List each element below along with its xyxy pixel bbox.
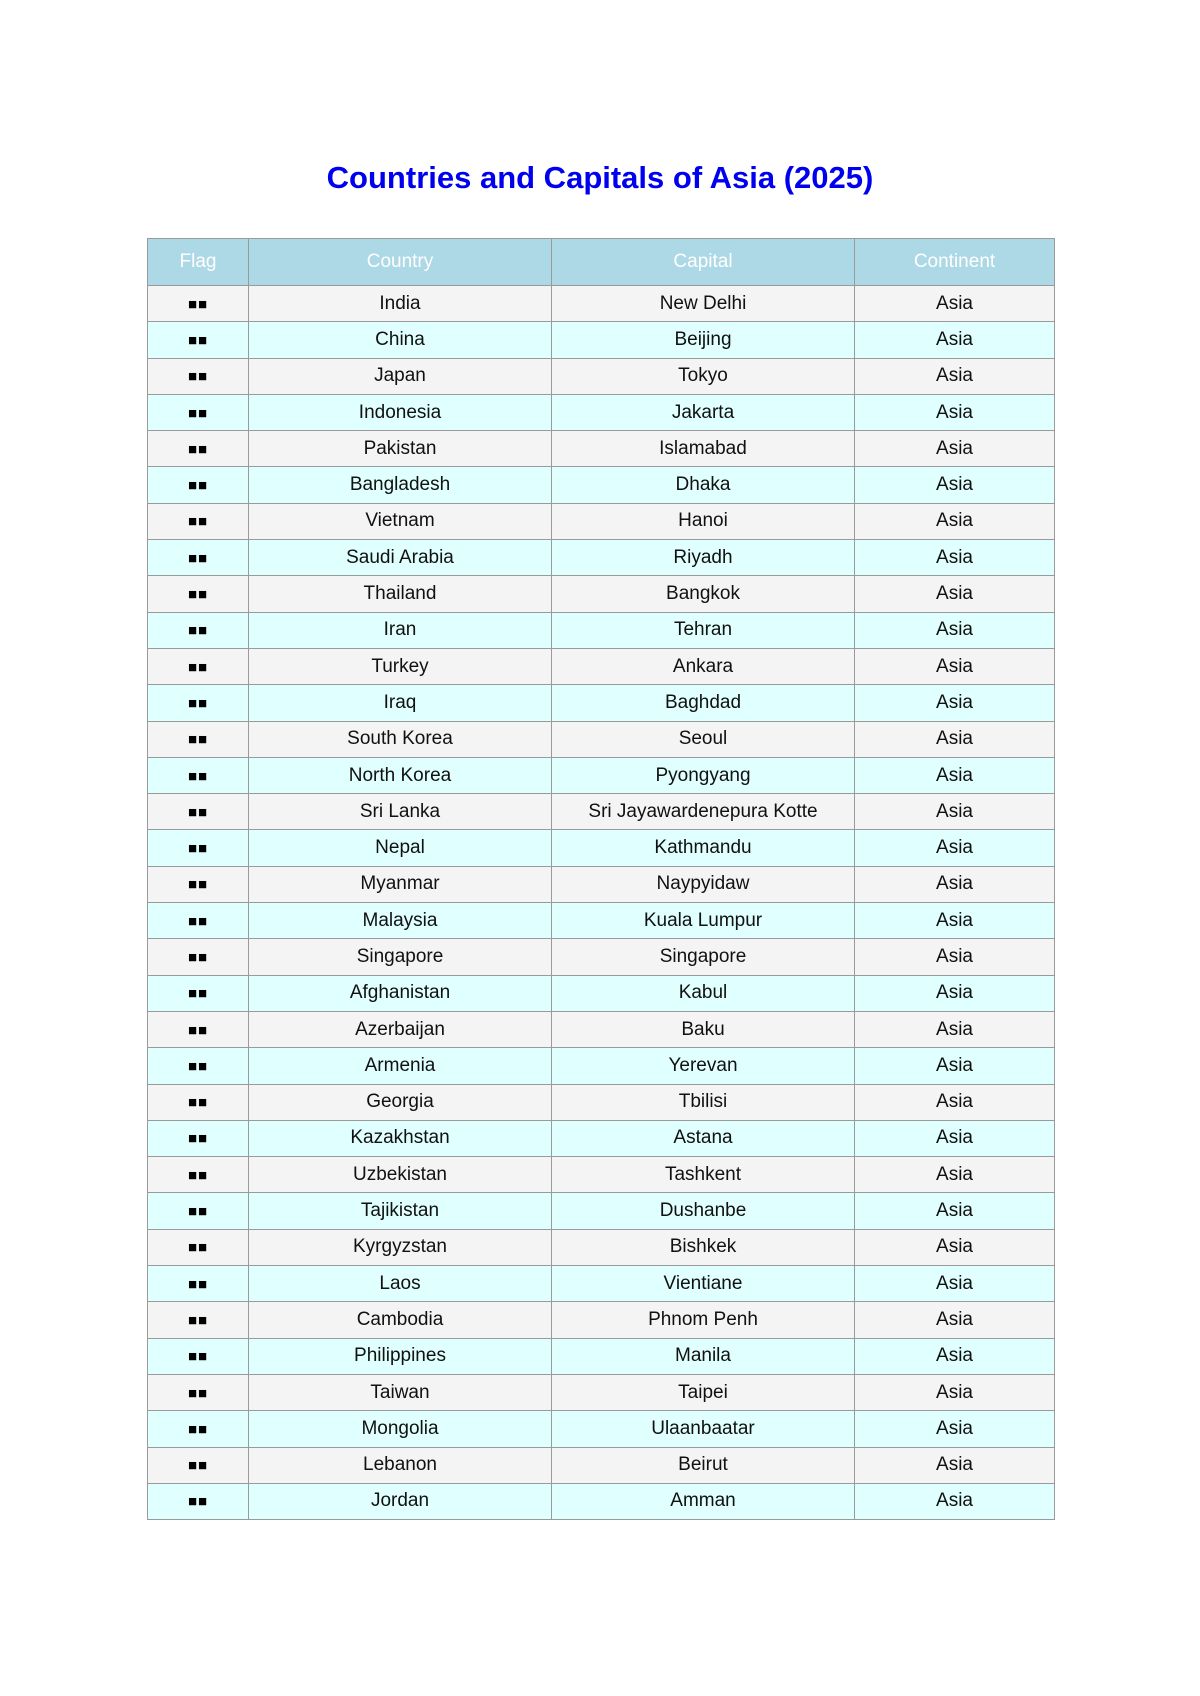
country-cell: Iran [249,612,552,648]
table-row [148,394,1055,430]
flag-icon: ■■ [187,1203,209,1221]
continent-cell: Asia [855,1374,1055,1410]
flag-cell [148,648,249,684]
flag-icon: ■■ [187,1457,209,1475]
table-row [148,975,1055,1011]
continent-cell: Asia [855,1266,1055,1302]
country-cell: Nepal [249,830,552,866]
flag-icon: ■■ [187,803,209,821]
table-row [148,1447,1055,1483]
capital-cell: Kabul [552,975,855,1011]
flag-icon: ■■ [187,1021,209,1039]
capital-cell: Ulaanbaatar [552,1411,855,1447]
continent-cell: Asia [855,286,1055,322]
capital-cell: Tokyo [552,358,855,394]
flag-cell [148,794,249,830]
flag-icon: ■■ [187,586,209,604]
table-row [148,322,1055,358]
table-row [148,1266,1055,1302]
country-cell: Philippines [249,1338,552,1374]
continent-cell: Asia [855,648,1055,684]
flag-cell [148,1447,249,1483]
flag-cell [148,358,249,394]
country-cell: Taiwan [249,1374,552,1410]
table-row [148,721,1055,757]
flag-icon: ■■ [187,1239,209,1257]
country-cell: India [249,286,552,322]
continent-cell: Asia [855,939,1055,975]
flag-cell [148,975,249,1011]
country-cell: Iraq [249,685,552,721]
flag-cell [148,540,249,576]
capital-cell: Bishkek [552,1229,855,1265]
continent-cell: Asia [855,358,1055,394]
header-flag: Flag [148,239,249,286]
header-country: Country [249,239,552,286]
country-cell: Turkey [249,648,552,684]
capital-cell: Manila [552,1338,855,1374]
countries-table [147,238,1055,1520]
flag-cell [148,685,249,721]
flag-cell [148,1120,249,1156]
continent-cell: Asia [855,1447,1055,1483]
table-row [148,1048,1055,1084]
country-cell: Lebanon [249,1447,552,1483]
flag-cell [148,322,249,358]
table-row [148,903,1055,939]
flag-cell [148,1157,249,1193]
continent-cell: Asia [855,467,1055,503]
header-continent: Continent [855,239,1055,286]
capital-cell: Hanoi [552,503,855,539]
capital-cell: Dushanbe [552,1193,855,1229]
table-row [148,1374,1055,1410]
table-row [148,939,1055,975]
country-cell: Japan [249,358,552,394]
flag-cell [148,1411,249,1447]
continent-cell: Asia [855,1157,1055,1193]
flag-icon: ■■ [187,948,209,966]
continent-cell: Asia [855,540,1055,576]
flag-cell [148,830,249,866]
page-title: Countries and Capitals of Asia (2025) [326,160,874,195]
flag-icon: ■■ [187,331,209,349]
continent-cell: Asia [855,830,1055,866]
flag-icon: ■■ [187,985,209,1003]
capital-cell: Dhaka [552,467,855,503]
table-row [148,1084,1055,1120]
continent-cell: Asia [855,503,1055,539]
flag-cell [148,903,249,939]
continent-cell: Asia [855,1011,1055,1047]
capital-cell: Vientiane [552,1266,855,1302]
table-row [148,612,1055,648]
table-header [148,239,1055,286]
country-cell: Sri Lanka [249,794,552,830]
country-cell: Vietnam [249,503,552,539]
capital-cell: Yerevan [552,1048,855,1084]
country-cell: South Korea [249,721,552,757]
flag-icon: ■■ [187,912,209,930]
flag-icon: ■■ [187,876,209,894]
flag-cell [148,286,249,322]
country-cell: Kyrgyzstan [249,1229,552,1265]
continent-cell: Asia [855,1120,1055,1156]
flag-icon: ■■ [187,1130,209,1148]
table-row [148,1120,1055,1156]
country-cell: Laos [249,1266,552,1302]
flag-cell [148,1011,249,1047]
table-row [148,1411,1055,1447]
flag-icon: ■■ [187,767,209,785]
capital-cell: Sri Jayawardenepura Kotte [552,794,855,830]
capital-cell: Riyadh [552,540,855,576]
capital-cell: Jakarta [552,394,855,430]
flag-icon: ■■ [187,1057,209,1075]
flag-cell [148,576,249,612]
country-cell: Saudi Arabia [249,540,552,576]
table-row [148,576,1055,612]
capital-cell: Taipei [552,1374,855,1410]
flag-cell [148,1483,249,1519]
table-row [148,1011,1055,1047]
flag-icon: ■■ [187,1311,209,1329]
flag-cell [148,1266,249,1302]
capital-cell: Kathmandu [552,830,855,866]
flag-cell [148,431,249,467]
table-row [148,757,1055,793]
flag-icon: ■■ [187,549,209,567]
country-cell: Cambodia [249,1302,552,1338]
flag-cell [148,1229,249,1265]
flag-cell [148,939,249,975]
flag-icon: ■■ [187,731,209,749]
country-cell: Kazakhstan [249,1120,552,1156]
table-row [148,467,1055,503]
continent-cell: Asia [855,1084,1055,1120]
table-row [148,648,1055,684]
table-body [148,286,1055,1520]
continent-cell: Asia [855,431,1055,467]
table-row [148,540,1055,576]
country-cell: Indonesia [249,394,552,430]
flag-cell [148,721,249,757]
continent-cell: Asia [855,975,1055,1011]
table-row [148,503,1055,539]
continent-cell: Asia [855,576,1055,612]
capital-cell: Kuala Lumpur [552,903,855,939]
continent-cell: Asia [855,612,1055,648]
table-row [148,358,1055,394]
continent-cell: Asia [855,757,1055,793]
flag-cell [148,1374,249,1410]
table-row [148,286,1055,322]
capital-cell: Amman [552,1483,855,1519]
continent-cell: Asia [855,866,1055,902]
flag-cell [148,866,249,902]
capital-cell: Naypyidaw [552,866,855,902]
capital-cell: New Delhi [552,286,855,322]
flag-cell [148,1302,249,1338]
continent-cell: Asia [855,322,1055,358]
continent-cell: Asia [855,903,1055,939]
flag-icon: ■■ [187,1384,209,1402]
flag-icon: ■■ [187,368,209,386]
flag-cell [148,467,249,503]
table-row [148,866,1055,902]
flag-cell [148,503,249,539]
flag-icon: ■■ [187,1348,209,1366]
capital-cell: Seoul [552,721,855,757]
country-cell: Jordan [249,1483,552,1519]
flag-cell [148,1048,249,1084]
flag-icon: ■■ [187,1420,209,1438]
table-row [148,794,1055,830]
capital-cell: Bangkok [552,576,855,612]
continent-cell: Asia [855,1483,1055,1519]
table-row [148,1483,1055,1519]
flag-icon: ■■ [187,1275,209,1293]
continent-cell: Asia [855,1338,1055,1374]
capital-cell: Tehran [552,612,855,648]
country-cell: Mongolia [249,1411,552,1447]
capital-cell: Beijing [552,322,855,358]
continent-cell: Asia [855,1193,1055,1229]
table-row [148,1157,1055,1193]
capital-cell: Phnom Penh [552,1302,855,1338]
continent-cell: Asia [855,394,1055,430]
flag-icon: ■■ [187,840,209,858]
flag-icon: ■■ [187,295,209,313]
table-row [148,685,1055,721]
table-row [148,431,1055,467]
flag-icon: ■■ [187,1166,209,1184]
capital-cell: Astana [552,1120,855,1156]
country-cell: Georgia [249,1084,552,1120]
capital-cell: Baghdad [552,685,855,721]
flag-cell [148,394,249,430]
capital-cell: Tbilisi [552,1084,855,1120]
country-cell: Afghanistan [249,975,552,1011]
flag-cell [148,1338,249,1374]
capital-cell: Tashkent [552,1157,855,1193]
continent-cell: Asia [855,794,1055,830]
flag-cell [148,1193,249,1229]
flag-icon: ■■ [187,658,209,676]
country-cell: Armenia [249,1048,552,1084]
table-row [148,1229,1055,1265]
capital-cell: Singapore [552,939,855,975]
table-row [148,1338,1055,1374]
flag-icon: ■■ [187,513,209,531]
flag-icon: ■■ [187,477,209,495]
country-cell: Pakistan [249,431,552,467]
continent-cell: Asia [855,685,1055,721]
capital-cell: Baku [552,1011,855,1047]
continent-cell: Asia [855,1302,1055,1338]
country-cell: Myanmar [249,866,552,902]
table-row [148,1302,1055,1338]
flag-icon: ■■ [187,694,209,712]
flag-icon: ■■ [187,440,209,458]
capital-cell: Pyongyang [552,757,855,793]
country-cell: Uzbekistan [249,1157,552,1193]
continent-cell: Asia [855,1048,1055,1084]
country-cell: Singapore [249,939,552,975]
capital-cell: Beirut [552,1447,855,1483]
flag-cell [148,1084,249,1120]
flag-cell [148,612,249,648]
flag-icon: ■■ [187,1094,209,1112]
flag-icon: ■■ [187,622,209,640]
country-cell: China [249,322,552,358]
capital-cell: Ankara [552,648,855,684]
flag-icon: ■■ [187,404,209,422]
table-row [148,830,1055,866]
header-row [148,239,1055,286]
country-cell: North Korea [249,757,552,793]
flag-cell [148,757,249,793]
country-cell: Malaysia [249,903,552,939]
continent-cell: Asia [855,721,1055,757]
table-row [148,1193,1055,1229]
country-cell: Azerbaijan [249,1011,552,1047]
country-cell: Bangladesh [249,467,552,503]
country-cell: Thailand [249,576,552,612]
country-cell: Tajikistan [249,1193,552,1229]
flag-icon: ■■ [187,1493,209,1511]
continent-cell: Asia [855,1229,1055,1265]
header-capital: Capital [552,239,855,286]
capital-cell: Islamabad [552,431,855,467]
continent-cell: Asia [855,1411,1055,1447]
